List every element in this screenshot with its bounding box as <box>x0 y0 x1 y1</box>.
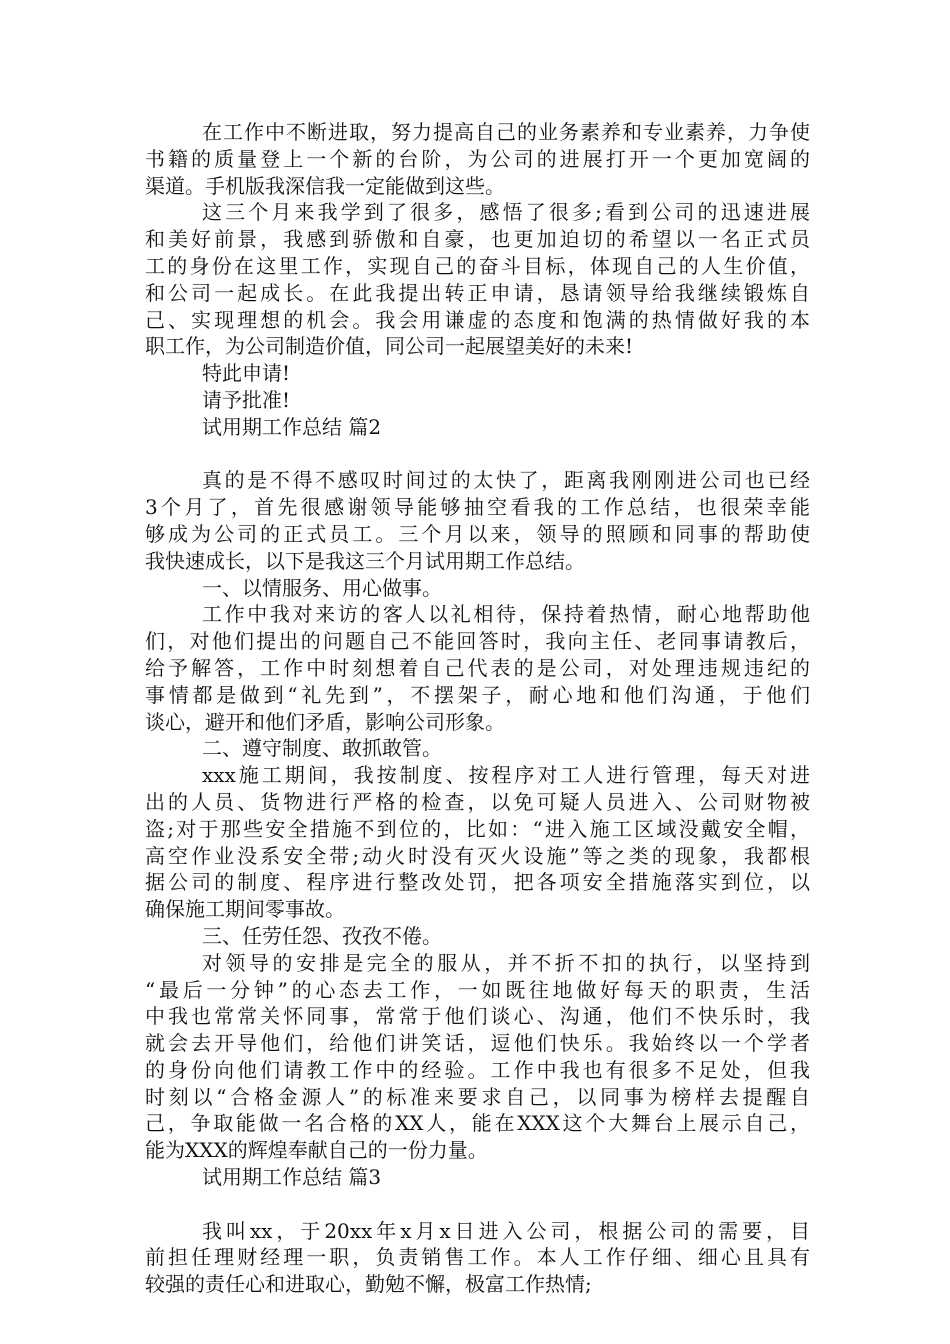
text-line: 在工作中不断进取，努力提高自己的业务素养和专业素养，力争使 <box>202 120 810 144</box>
text-line: 时刻以“合格金源人”的标准来要求自己，以同事为榜样去提醒自 <box>145 1084 810 1109</box>
text-line: 们，对他们提出的问题自己不能回答时，我向主任、老同事请教后， <box>145 629 810 654</box>
text-line: 前担任理财经理一职，负责销售工作。本人工作仔细、细心且具有 <box>145 1245 810 1270</box>
paragraph <box>145 575 810 602</box>
text-line: 对领导的安排是完全的服从，并不折不扣的执行，以坚持到 <box>202 950 810 975</box>
section-heading: 试用期工作总结 篇2 <box>202 414 382 439</box>
text-line: 3个月了，首先很感谢领导能够抽空看我的工作总结，也很荣幸能 <box>145 495 810 520</box>
paragraph <box>145 1218 810 1298</box>
text-line: 和美好前景，我感到骄傲和自豪，也更加迫切的希望以一名正式员 <box>145 227 810 252</box>
text-line: 较强的责任心和进取心，勤勉不懈，极富工作热情; <box>145 1272 592 1297</box>
text-line: 确保施工期间零事故。 <box>145 897 345 922</box>
blank-line <box>145 1191 810 1218</box>
section-heading: 试用期工作总结 篇3 <box>202 1165 382 1190</box>
paragraph <box>145 199 810 360</box>
text-line: 工的身份在这里工作，实现自己的奋斗目标，体现自己的人生价值， <box>145 253 810 278</box>
text-line: 给予解答，工作中时刻想着自己代表的是公司，对处理违规违纪的 <box>145 655 810 680</box>
text-line: 高空作业没系安全带;动火时没有灭火设施”等之类的现象，我都根 <box>145 843 810 868</box>
paragraph <box>145 467 810 574</box>
text-line: 我叫xx，于20xx年x月x日进入公司，根据公司的需要，目 <box>202 1218 810 1243</box>
text-line: 盗;对于那些安全措施不到位的，比如：“进入施工区域没戴安全帽， <box>145 816 810 841</box>
text-line: 够成为公司的正式员工。三个月以来，领导的照顾和同事的帮助使 <box>145 521 810 546</box>
text-line: 据公司的制度、程序进行整改处罚，把各项安全措施落实到位，以 <box>145 870 810 895</box>
text-line: 我快速成长，以下是我这三个月试用期工作总结。 <box>145 548 585 573</box>
paragraph <box>145 601 810 735</box>
paragraph <box>145 950 810 1164</box>
blank-line <box>145 441 810 468</box>
text-line: 出的人员、货物进行严格的检查，以免可疑人员进入、公司财物被 <box>145 789 810 814</box>
text-line: 的身份向他们请教工作中的经验。工作中我也有很多不足处，但我 <box>145 1057 810 1082</box>
text-line: 工作中我对来访的客人以礼相待，保持着热情，耐心地帮助他 <box>202 602 810 627</box>
text-line: “最后一分钟”的心态去工作，一如既往地做好每天的职责，生活 <box>145 977 810 1002</box>
text-line: 书籍的质量登上一个新的台阶，为公司的进展打开一个更加宽阔的 <box>145 146 810 171</box>
text-line: 渠道。手机版我深信我一定能做到这些。 <box>145 173 505 198</box>
text-line: 己、实现理想的机会。我会用谦虚的态度和饱满的热情做好我的本 <box>145 307 810 332</box>
text-line: 就会去开导他们，给他们讲笑话，逗他们快乐。我始终以一个学者 <box>145 1031 810 1056</box>
text-line: 真的是不得不感叹时间过的太快了，距离我刚刚进公司也已经 <box>202 468 810 493</box>
text-line: 和公司一起成长。在此我提出转正申请，恳请领导给我继续锻炼自 <box>145 280 810 305</box>
text-line: 一、以情服务、用心做事。 <box>202 575 442 600</box>
text-line: 二、遵守制度、敢抓敢管。 <box>202 736 442 761</box>
paragraph <box>145 119 810 199</box>
text-line: 事情都是做到“礼先到”，不摆架子，耐心地和他们沟通，于他们 <box>145 682 810 707</box>
text-line: 中我也常常关怀同事，常常于他们谈心、沟通，他们不快乐时，我 <box>145 1004 810 1029</box>
text-line: 职工作，为公司制造价值，同公司一起展望美好的未来! <box>145 334 634 359</box>
paragraph <box>145 762 810 923</box>
text-line: 特此申请! <box>202 361 291 386</box>
text-line: 谈心，避开和他们矛盾，影响公司形象。 <box>145 709 505 734</box>
text-line: 能为XXX的辉煌奉献自己的一份力量。 <box>145 1138 488 1163</box>
paragraph <box>145 735 810 762</box>
paragraph <box>145 360 810 387</box>
paragraph <box>145 923 810 950</box>
text-line: xxx施工期间，我按制度、按程序对工人进行管理，每天对进 <box>202 763 810 788</box>
document-page <box>145 119 810 1298</box>
text-line: 己，争取能做一名合格的XX人，能在XXX这个大舞台上展示自己， <box>145 1111 810 1136</box>
text-line: 请予批准! <box>202 387 291 412</box>
text-line: 三、任劳任怨、孜孜不倦。 <box>202 923 442 948</box>
text-line: 这三个月来我学到了很多，感悟了很多;看到公司的迅速进展 <box>202 200 810 225</box>
paragraph <box>145 387 810 414</box>
